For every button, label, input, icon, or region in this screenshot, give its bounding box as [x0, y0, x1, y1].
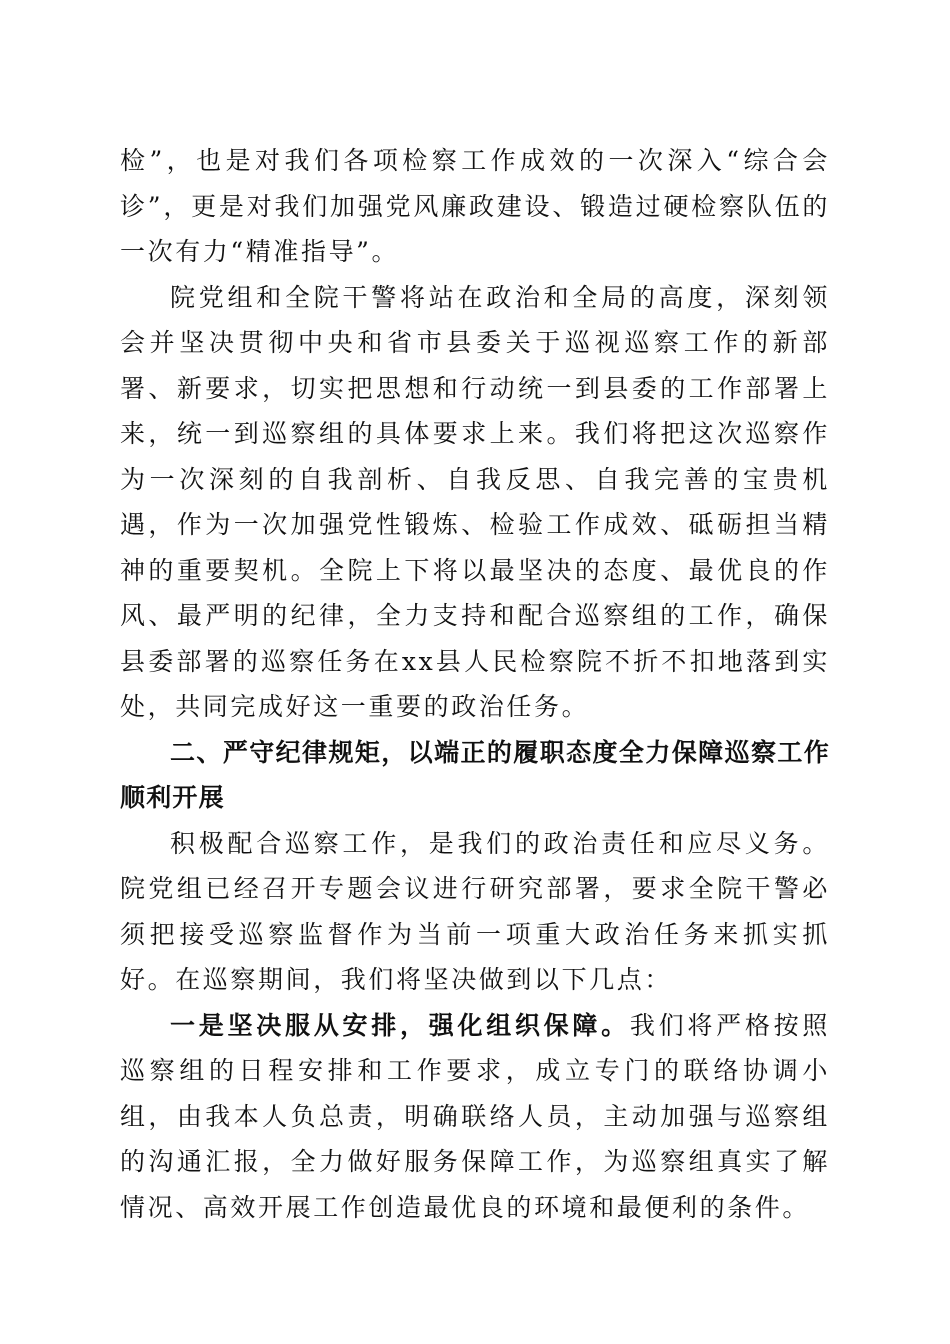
point-one-lead: 一是坚决服从安排，强化组织保障。 [170, 1010, 630, 1040]
paragraph-cooperation: 积极配合巡察工作，是我们的政治责任和应尽义务。院党组已经召开专题会议进行研究部署，要求全院干警必须把接受巡察监督作为当前一项重大政治任务来抓实抓好。在巡察期间，我们将坚决做到以下几点： [120, 828, 830, 994]
section-heading: 二、严守纪律规矩，以端正的履职态度全力保障巡察工作顺利开展 [120, 737, 830, 812]
document-body [120, 138, 830, 1230]
point-one-body: 我们将严格按照巡察组的日程安排和工作要求，成立专门的联络协调小组，由我本人负总责，明确联络人员，主动加强与巡察组的沟通汇报，全力做好服务保障工作，为巡察组真实了解情况、高效开展工作创造最优良的环境和最便利的条件。 [120, 1010, 830, 1222]
paragraph-commitment: 院党组和全院干警将站在政治和全局的高度，深刻领会并坚决贯彻中央和省市县委关于巡视巡察工作的新部署、新要求，切实把思想和行动统一到县委的工作部署上来，统一到巡察组的具体要求上来。我们将把这次巡察作为一次深刻的自我剖析、自我反思、自我完善的宝贵机遇，作为一次加强党性锻炼、检验工作成效、砥砺担当精神的重要契机。全院上下将以最坚决的态度、最优良的作风、最严明的纪律，全力支持和配合巡察组的工作，确保县委部署的巡察任务在xx县人民检察院不折不扣地落到实处，共同完成好这一重要的政治任务。 [120, 282, 830, 721]
paragraph-point-one [120, 1003, 830, 1231]
paragraph-continuation: 检”，也是对我们各项检察工作成效的一次深入“综合会诊”，更是对我们加强党风廉政建设、锻造过硬检察队伍的一次有力“精准指导”。 [120, 146, 830, 266]
